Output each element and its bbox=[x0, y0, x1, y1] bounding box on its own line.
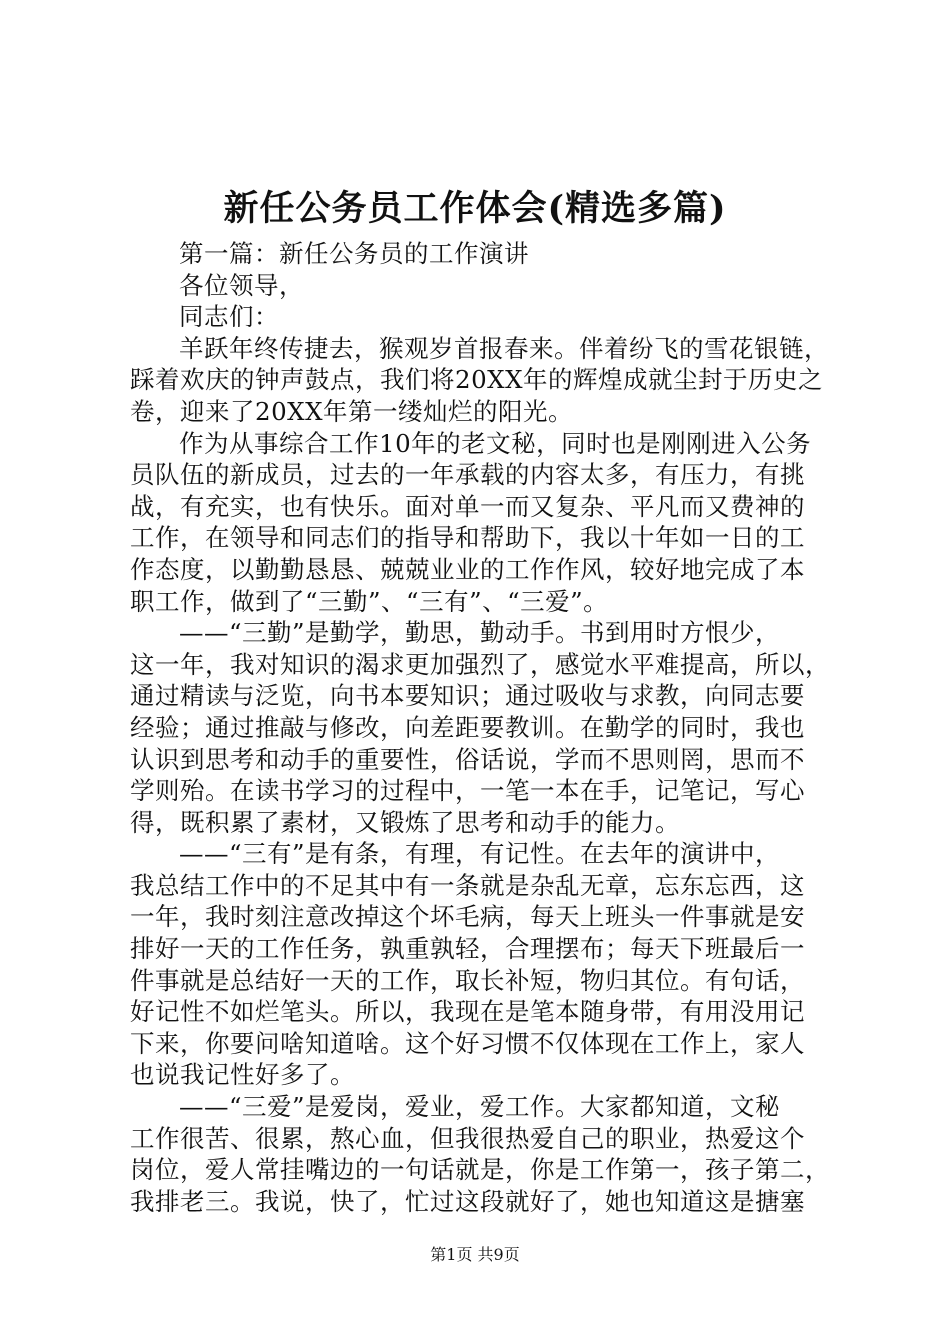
body-line: 经验；通过推敲与修改，向差距要教训。在勤学的同时，我也 bbox=[130, 712, 805, 742]
body-line: 职工作，做到了“三勤”、“三有”、“三爱”。 bbox=[130, 586, 609, 616]
page-footer: 第1页 共9页 bbox=[430, 1245, 520, 1264]
body-line: 工作，在领导和同志们的指导和帮助下，我以十年如一日的工 bbox=[130, 523, 805, 553]
body-line: 件事就是总结好一天的工作，取长补短，物归其位。有句话， bbox=[130, 965, 805, 995]
body-line: 一年，我时刻注意改掉这个坏毛病，每天上班头一件事就是安 bbox=[130, 902, 805, 932]
body-line: ——“三勤”是勤学，勤思，勤动手。书到用时方恨少， bbox=[179, 618, 781, 648]
body-line: 同志们： bbox=[179, 302, 279, 332]
body-line: 认识到思考和动手的重要性，俗话说，学而不思则罔，思而不 bbox=[130, 744, 805, 774]
document-title: 新任公务员工作体会(精选多篇) bbox=[223, 188, 727, 229]
document-body bbox=[130, 238, 850, 1217]
body-line: 第一篇：新任公务员的工作演讲 bbox=[179, 239, 529, 268]
body-line: 战，有充实，也有快乐。面对单一而又复杂、平凡而又费神的 bbox=[130, 491, 805, 521]
body-line: 排好一天的工作任务，孰重孰轻，合理摆布；每天下班最后一 bbox=[130, 934, 805, 964]
body-line: 这一年，我对知识的渴求更加强烈了，感觉水平难提高，所以， bbox=[130, 649, 830, 679]
body-line: 学则殆。在读书学习的过程中，一笔一本在手，记笔记，写心 bbox=[130, 776, 805, 806]
body-line: 踩着欢庆的钟声鼓点，我们将20XX年的辉煌成就尘封于历史之 bbox=[130, 365, 824, 395]
body-line: 卷，迎来了20XX年第一缕灿烂的阳光。 bbox=[130, 396, 574, 426]
body-line: 通过精读与泛览，向书本要知识；通过吸收与求教，向同志要 bbox=[130, 681, 805, 711]
body-line: 作为从事综合工作10年的老文秘，同时也是刚刚进入公务 bbox=[179, 428, 812, 458]
body-line: 各位领导， bbox=[179, 270, 304, 300]
body-line: 得，既积累了素材，又锻炼了思考和动手的能力。 bbox=[130, 807, 680, 837]
body-line: 好记性不如烂笔头。所以，我现在是笔本随身带，有用没用记 bbox=[130, 997, 805, 1027]
body-line: 工作很苦、很累，熬心血，但我很热爱自己的职业，热爱这个 bbox=[130, 1123, 805, 1153]
body-line: ——“三爱”是爱岗，爱业，爱工作。大家都知道，文秘 bbox=[179, 1092, 781, 1122]
body-line: 作态度，以勤勤恳恳、兢兢业业的工作作风，较好地完成了本 bbox=[130, 554, 805, 584]
body-line: 也说我记性好多了。 bbox=[130, 1060, 355, 1090]
body-line: ——“三有”是有条，有理，有记性。在去年的演讲中， bbox=[179, 839, 781, 869]
body-line: 羊跃年终传捷去，猴观岁首报春来。伴着纷飞的雪花银链， bbox=[179, 333, 829, 363]
body-line: 我总结工作中的不足其中有一条就是杂乱无章，忘东忘西，这 bbox=[130, 870, 805, 900]
body-line: 下来，你要问啥知道啥。这个好习惯不仅体现在工作上，家人 bbox=[130, 1028, 805, 1058]
body-line: 我排老三。我说，快了，忙过这段就好了，她也知道这是搪塞 bbox=[130, 1186, 805, 1216]
body-line: 岗位，爱人常挂嘴边的一句话就是，你是工作第一，孩子第二， bbox=[130, 1155, 830, 1185]
body-line: 员队伍的新成员，过去的一年承载的内容太多，有压力，有挑 bbox=[130, 460, 805, 490]
